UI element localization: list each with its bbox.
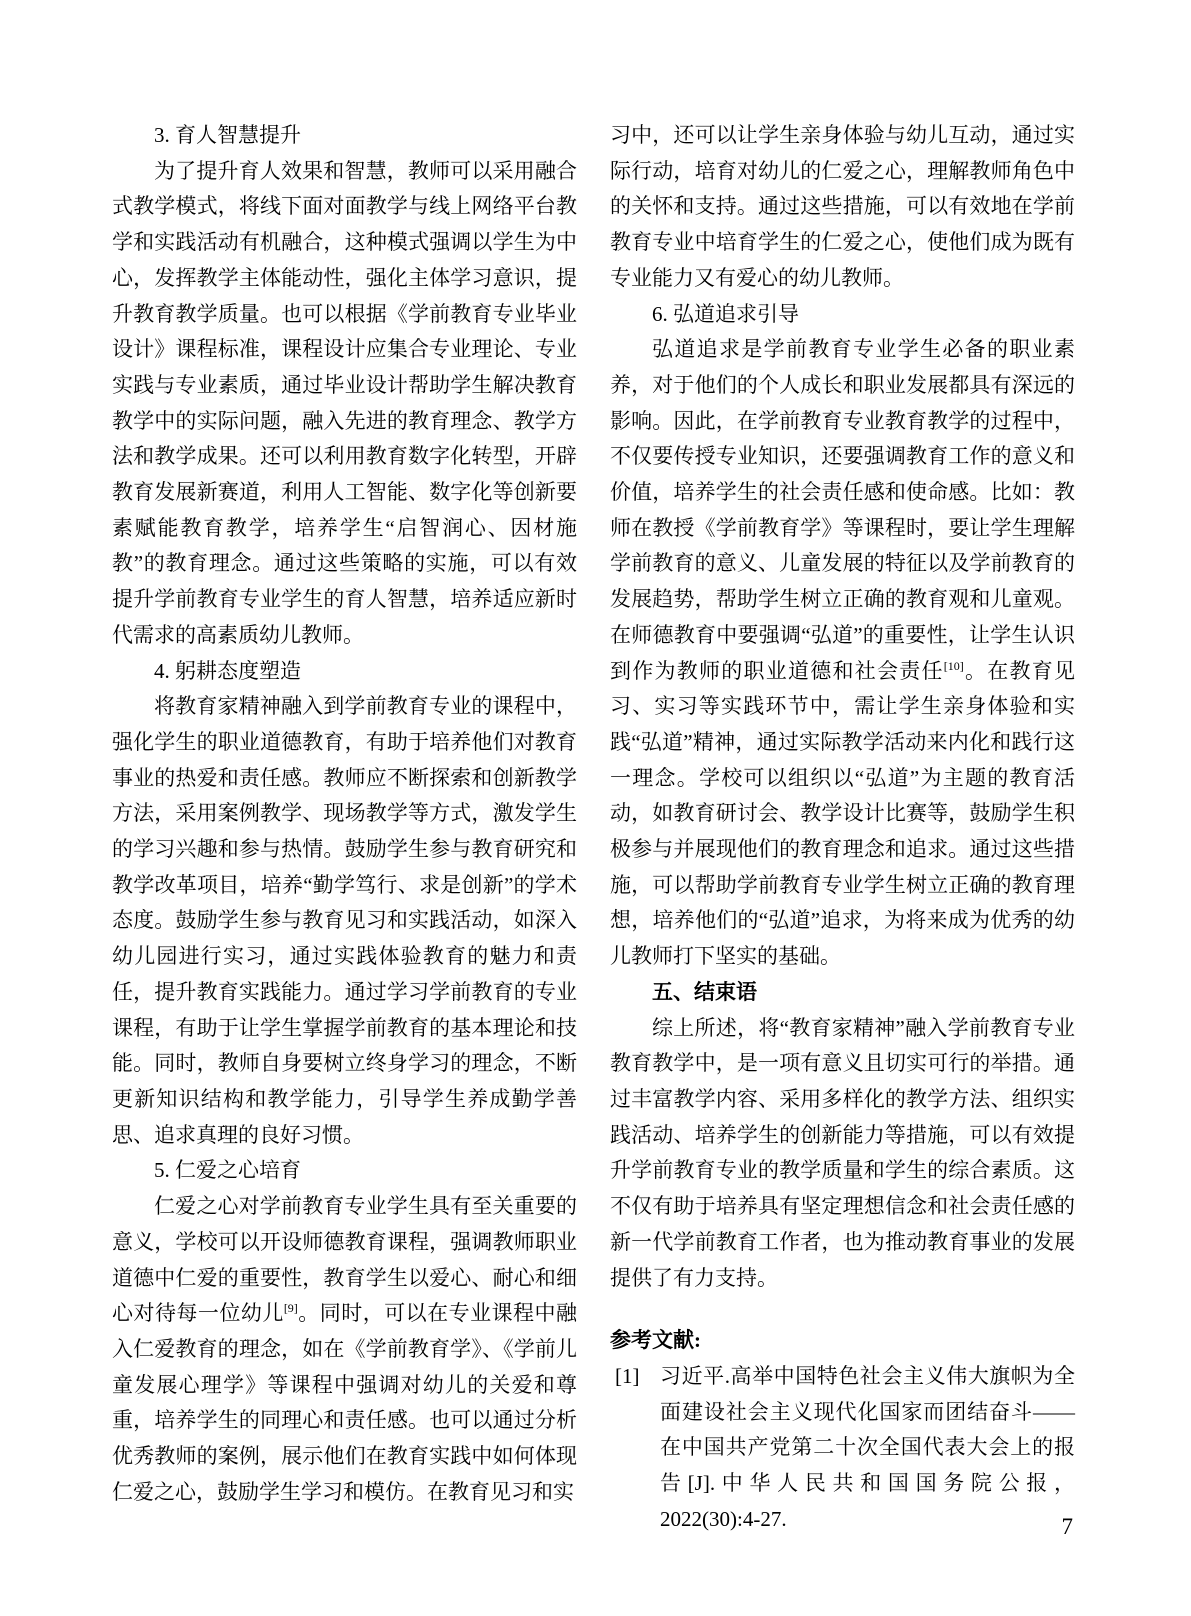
citation-marker-9: [9] bbox=[283, 1301, 298, 1316]
section3-paragraph: 为了提升育人效果和智慧，教师可以采用融合式教学模式，将线下面对面教学与线上网络平台教学和实践活动有机融合，这种模式强调以学生为中心，发挥教学主体能动性，强化主体学习意识，提升教育教学质量。也可以根据《学前教育专业毕业设计》课程标准，课程设计应集合专业理论、专业实践与专业素质，通过毕业设计帮助学生解决教育教学中的实际问题，融入先进的教育理念、教学方法和教学成果。还可以利用教育数字化转型，开辟教育发展新赛道，利用人工智能、数字化等创新要素赋能教育教学，培养学生“启智润心、因材施教”的教育理念。通过这些策略的实施，可以有效提升学前教育专业学生的育人智慧，培养适应新时代需求的高素质幼儿教师。 bbox=[112, 158, 577, 647]
reference-1-text: 习近平.高举中国特色社会主义伟大旗帜为全面建设社会主义现代化国家而团结奋斗——在中国共产党第二十次全国代表大会上的报告[J].中华人民共和国国务院公报，2022(30):4-27. bbox=[660, 1363, 1075, 1531]
citation-marker-10: [10] bbox=[943, 658, 964, 673]
conclusion-heading: 五、结束语 bbox=[652, 979, 757, 1004]
section5-paragraph bbox=[112, 1189, 577, 1510]
right-column bbox=[610, 118, 1075, 1537]
left-column bbox=[112, 118, 577, 1510]
section4-heading: 4. 躬耕态度塑造 bbox=[154, 658, 301, 683]
section5-continuation-paragraph: 习中，还可以让学生亲身体验与幼儿互动，通过实际行动，培育对幼儿的仁爱之心，理解教师角色中的关怀和支持。通过这些措施，可以有效地在学前教育专业中培育学生的仁爱之心，使他们成为既有专业能力又有爱心的幼儿教师。 bbox=[610, 123, 1075, 290]
page-number: 7 bbox=[1061, 1514, 1073, 1539]
section6-text-after-ref: 。在教育见习、实习等实践环节中，需让学生亲身体验和实践“弘道”精神，通过实际教学活动来内化和践行这一理念。学校可以组织以“弘道”为主题的教育活动，如教育研讨会、教学设计比赛等，鼓励学生积极参与并展现他们的教育理念和追求。通过这些措施，可以帮助学前教育专业学生树立正确的教育理想，培养他们的“弘道”追求，为将来成为优秀的幼儿教师打下坚实的基础。 bbox=[610, 658, 1075, 969]
section5-text-before-ref: 仁爱之心对学前教育专业学生具有至关重要的意义，学校可以开设师德教育课程，强调教师职业道德中仁爱的重要性，教育学生以爱心、耐心和细心对待每一位幼儿 bbox=[112, 1194, 577, 1326]
section3-heading: 3. 育人智慧提升 bbox=[154, 123, 301, 147]
conclusion-paragraph: 综上所述，将“教育家精神”融入学前教育专业教育教学中，是一项有意义且切实可行的举措。通过丰富教学内容、采用多样化的教学方法、组织实践活动、培养学生的创新能力等措施，可以有效提升学前教育专业的教学质量和学生的综合素质。这不仅有助于培养具有坚定理想信念和社会责任感的新一代学前教育工作者，也为推动教育事业的发展提供了有力支持。 bbox=[610, 1015, 1075, 1290]
reference-1-label: [1] bbox=[615, 1363, 640, 1388]
section5-heading: 5. 仁爱之心培育 bbox=[154, 1158, 301, 1183]
reference-list bbox=[610, 1323, 1075, 1537]
section4-paragraph: 将教育家精神融入到学前教育专业的课程中，强化学生的职业道德教育，有助于培养他们对教育事业的热爱和责任感。教师应不断探索和创新教学方法，采用案例教学、现场教学等方式，激发学生的学习兴趣和参与热情。鼓励学生参与教育研究和教学改革项目，培养“勤学笃行、求是创新”的学术态度。鼓励学生参与教育见习和实践活动，如深入幼儿园进行实习，通过实践体验教育的魅力和责任，提升教育实践能力。通过学习学前教育的专业课程，有助于让学生掌握学前教育的基本理论和技能。同时，教师自身要树立终身学习的理念，不断更新知识结构和教学能力，引导学生养成勤学善思、追求真理的良好习惯。 bbox=[112, 694, 577, 1147]
section5-text-after-ref: 。同时，可以在专业课程中融入仁爱教育的理念，如在《学前教育学》、《学前儿童发展心理学》等课程中强调对幼儿的关爱和尊重，培养学生的同理心和责任感。也可以通过分析优秀教师的案例，展示他们在教育实践中如何体现仁爱之心，鼓励学生学习和模仿。在教育见习和实 bbox=[112, 1301, 578, 1504]
reference-item-1 bbox=[610, 1359, 1075, 1538]
section6-heading: 6. 弘道追求引导 bbox=[652, 301, 799, 326]
section6-paragraph bbox=[610, 332, 1075, 975]
references-heading: 参考文献: bbox=[610, 1328, 701, 1353]
section6-text-before-ref: 弘道追求是学前教育专业学生必备的职业素养，对于他们的个人成长和职业发展都具有深远的影响。因此，在学前教育专业教育教学的过程中，不仅要传授专业知识，还要强调教育工作的意义和价值，培养学生的社会责任感和使命感。比如：教师在教授《学前教育学》等课程时，要让学生理解学前教育的意义、儿童发展的特征以及学前教育的发展趋势，帮助学生树立正确的教育观和儿童观。在师德教育中要强调“弘道”的重要性，让学生认识到作为教师的职业道德和社会责任 bbox=[610, 337, 1075, 683]
